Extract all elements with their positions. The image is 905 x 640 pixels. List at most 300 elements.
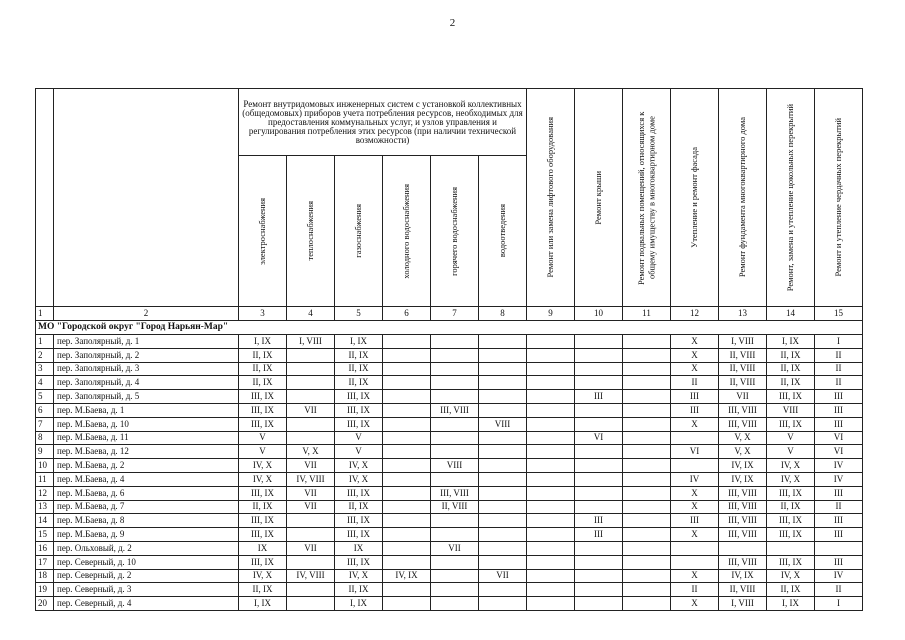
row-number: 14 [36, 514, 54, 528]
cell-col-9 [527, 555, 575, 569]
row-number: 20 [36, 597, 54, 611]
cell-col-13: III, VIII [719, 514, 767, 528]
header-hot-water: горячего водоснабжения [431, 156, 479, 307]
cell-col-13: III, VIII [719, 555, 767, 569]
row-address: пер. М.Баева, д. 9 [54, 528, 239, 542]
cell-col-6: IV, IX [383, 569, 431, 583]
cell-col-10 [575, 555, 623, 569]
cell-col-3: II, IX [239, 500, 287, 514]
cell-col-15: III [815, 417, 863, 431]
cell-col-12: X [671, 500, 719, 514]
cell-col-6 [383, 528, 431, 542]
column-number-2: 2 [54, 307, 239, 321]
cell-col-5: IV, X [335, 459, 383, 473]
table-row [36, 597, 863, 611]
cell-col-14: II, IX [767, 348, 815, 362]
row-address: пер. М.Баева, д. 8 [54, 514, 239, 528]
cell-col-6 [383, 486, 431, 500]
cell-col-12: X [671, 528, 719, 542]
row-address: пер. Северный, д. 3 [54, 583, 239, 597]
cell-col-4: V, X [287, 445, 335, 459]
row-number: 3 [36, 362, 54, 376]
cell-col-10 [575, 541, 623, 555]
table-row [36, 335, 863, 349]
cell-col-9 [527, 403, 575, 417]
cell-col-15: I [815, 335, 863, 349]
cell-col-11 [623, 514, 671, 528]
cell-col-11 [623, 583, 671, 597]
table-row [36, 500, 863, 514]
table-row [36, 486, 863, 500]
cell-col-5: III, IX [335, 403, 383, 417]
cell-col-14: I, IX [767, 335, 815, 349]
cell-col-7 [431, 514, 479, 528]
header-address-blank [54, 89, 239, 307]
cell-col-7 [431, 528, 479, 542]
column-number-6: 6 [383, 307, 431, 321]
cell-col-12 [671, 555, 719, 569]
cell-col-9 [527, 486, 575, 500]
column-number-3: 3 [239, 307, 287, 321]
cell-col-11 [623, 459, 671, 473]
cell-col-4: VII [287, 500, 335, 514]
cell-col-8 [479, 472, 527, 486]
header-facade: Утепление и ремонт фасада [671, 89, 719, 307]
page-number: 2 [449, 17, 456, 29]
cell-col-7 [431, 390, 479, 404]
cell-col-15: VI [815, 431, 863, 445]
header-attic-floors: Ремонт и утепление чердачных перекрытий [815, 89, 863, 307]
cell-col-14: III, IX [767, 486, 815, 500]
column-number-4: 4 [287, 307, 335, 321]
cell-col-12: II [671, 583, 719, 597]
cell-col-10 [575, 597, 623, 611]
table-row [36, 459, 863, 473]
cell-col-11 [623, 555, 671, 569]
column-number-8: 8 [479, 307, 527, 321]
cell-col-10 [575, 417, 623, 431]
cell-col-7 [431, 472, 479, 486]
row-number: 6 [36, 403, 54, 417]
cell-col-9 [527, 445, 575, 459]
cell-col-6 [383, 514, 431, 528]
cell-col-4: VII [287, 403, 335, 417]
cell-col-12: X [671, 486, 719, 500]
row-address: пер. Северный, д. 10 [54, 555, 239, 569]
section-row [36, 321, 863, 335]
row-number: 17 [36, 555, 54, 569]
cell-col-11 [623, 445, 671, 459]
column-number-row [36, 307, 863, 321]
cell-col-8 [479, 335, 527, 349]
cell-col-14: III, IX [767, 514, 815, 528]
row-number: 13 [36, 500, 54, 514]
cell-col-11 [623, 528, 671, 542]
cell-col-4 [287, 583, 335, 597]
cell-col-14: IV, X [767, 569, 815, 583]
row-address: пер. М.Баева, д. 2 [54, 459, 239, 473]
cell-col-4 [287, 555, 335, 569]
column-number-9: 9 [527, 307, 575, 321]
row-address: пер. Заполярный, д. 4 [54, 376, 239, 390]
column-number-12: 12 [671, 307, 719, 321]
cell-col-9 [527, 362, 575, 376]
cell-col-14: IV, X [767, 472, 815, 486]
cell-col-6 [383, 348, 431, 362]
row-number: 12 [36, 486, 54, 500]
table-row [36, 569, 863, 583]
row-address: пер. М.Баева, д. 7 [54, 500, 239, 514]
cell-col-12: X [671, 417, 719, 431]
cell-col-9 [527, 472, 575, 486]
cell-col-6 [383, 500, 431, 514]
cell-col-5: II, IX [335, 500, 383, 514]
row-address: пер. Заполярный, д. 5 [54, 390, 239, 404]
cell-col-3: III, IX [239, 486, 287, 500]
cell-col-3: I, IX [239, 335, 287, 349]
cell-col-3: III, IX [239, 555, 287, 569]
row-number: 11 [36, 472, 54, 486]
table-row [36, 431, 863, 445]
cell-col-8 [479, 541, 527, 555]
cell-col-4 [287, 362, 335, 376]
cell-col-12: IV [671, 472, 719, 486]
cell-col-13: V, X [719, 431, 767, 445]
cell-col-7 [431, 348, 479, 362]
row-address: пер. Заполярный, д. 1 [54, 335, 239, 349]
cell-col-10 [575, 348, 623, 362]
cell-col-6 [383, 376, 431, 390]
cell-col-5: III, IX [335, 528, 383, 542]
row-address: пер. М.Баева, д. 10 [54, 417, 239, 431]
header-drainage: водоотведения [479, 156, 527, 307]
cell-col-14 [767, 541, 815, 555]
header-roof: Ремонт крыши [575, 89, 623, 307]
cell-col-11 [623, 348, 671, 362]
cell-col-13: III, VIII [719, 500, 767, 514]
row-number: 8 [36, 431, 54, 445]
cell-col-7 [431, 417, 479, 431]
cell-col-12: X [671, 569, 719, 583]
cell-col-6 [383, 390, 431, 404]
row-address: пер. Ольховый, д. 2 [54, 541, 239, 555]
cell-col-4 [287, 417, 335, 431]
cell-col-3: II, IX [239, 583, 287, 597]
cell-col-7: VII [431, 541, 479, 555]
cell-col-14: V [767, 431, 815, 445]
cell-col-11 [623, 500, 671, 514]
cell-col-10 [575, 569, 623, 583]
cell-col-12: III [671, 390, 719, 404]
cell-col-9 [527, 376, 575, 390]
header-heating: теплоснабжения [287, 156, 335, 307]
cell-col-13: I, VIII [719, 597, 767, 611]
cell-col-6 [383, 417, 431, 431]
cell-col-8 [479, 431, 527, 445]
header-basement: Ремонт подвальных помещений, относящихся к общему имуществу в многоквартирном доме [623, 89, 671, 307]
row-number: 5 [36, 390, 54, 404]
cell-col-7 [431, 569, 479, 583]
cell-col-7 [431, 445, 479, 459]
table-row [36, 417, 863, 431]
column-number-15: 15 [815, 307, 863, 321]
cell-col-10: VI [575, 431, 623, 445]
cell-col-3: III, IX [239, 514, 287, 528]
row-number: 7 [36, 417, 54, 431]
row-address: пер. Заполярный, д. 3 [54, 362, 239, 376]
table-row [36, 348, 863, 362]
table-row [36, 390, 863, 404]
row-number: 1 [36, 335, 54, 349]
cell-col-5: III, IX [335, 486, 383, 500]
cell-col-15: III [815, 555, 863, 569]
cell-col-12: VI [671, 445, 719, 459]
row-number: 16 [36, 541, 54, 555]
cell-col-3: III, IX [239, 403, 287, 417]
cell-col-5: I, IX [335, 335, 383, 349]
cell-col-13: II, VIII [719, 348, 767, 362]
cell-col-8 [479, 528, 527, 542]
cell-col-11 [623, 390, 671, 404]
cell-col-3: III, IX [239, 417, 287, 431]
column-number-1: 1 [36, 307, 54, 321]
cell-col-7 [431, 555, 479, 569]
cell-col-8 [479, 514, 527, 528]
cell-col-6 [383, 472, 431, 486]
cell-col-12: X [671, 362, 719, 376]
cell-col-6 [383, 555, 431, 569]
cell-col-12 [671, 541, 719, 555]
cell-col-4 [287, 431, 335, 445]
cell-col-6 [383, 445, 431, 459]
cell-col-13: V, X [719, 445, 767, 459]
cell-col-5: II, IX [335, 583, 383, 597]
cell-col-9 [527, 541, 575, 555]
cell-col-4 [287, 348, 335, 362]
cell-col-13: I, VIII [719, 335, 767, 349]
cell-col-9 [527, 335, 575, 349]
repair-schedule-table [35, 88, 863, 611]
cell-col-13: III, VIII [719, 486, 767, 500]
cell-col-13: II, VIII [719, 362, 767, 376]
cell-col-6 [383, 597, 431, 611]
cell-col-7: III, VIII [431, 486, 479, 500]
cell-col-15: II [815, 583, 863, 597]
cell-col-4 [287, 528, 335, 542]
header-electricity: электроснабжения [239, 156, 287, 307]
cell-col-4: VII [287, 459, 335, 473]
header-index-blank [36, 89, 54, 307]
cell-col-12: X [671, 348, 719, 362]
table-row [36, 472, 863, 486]
row-address: пер. М.Баева, д. 12 [54, 445, 239, 459]
cell-col-5: IV, X [335, 472, 383, 486]
cell-col-13: III, VIII [719, 417, 767, 431]
row-address: пер. М.Баева, д. 6 [54, 486, 239, 500]
cell-col-3: II, IX [239, 362, 287, 376]
cell-col-7 [431, 335, 479, 349]
row-address: пер. М.Баева, д. 11 [54, 431, 239, 445]
cell-col-15: III [815, 390, 863, 404]
column-number-11: 11 [623, 307, 671, 321]
cell-col-5: V [335, 431, 383, 445]
cell-col-8 [479, 486, 527, 500]
cell-col-4: VII [287, 486, 335, 500]
table-row [36, 403, 863, 417]
cell-col-10 [575, 459, 623, 473]
cell-col-12: II [671, 376, 719, 390]
column-number-10: 10 [575, 307, 623, 321]
cell-col-10 [575, 335, 623, 349]
cell-col-6 [383, 403, 431, 417]
cell-col-4 [287, 376, 335, 390]
cell-col-11 [623, 569, 671, 583]
cell-col-10 [575, 472, 623, 486]
cell-col-14: III, IX [767, 390, 815, 404]
table-row [36, 514, 863, 528]
table-row [36, 362, 863, 376]
cell-col-15: IV [815, 459, 863, 473]
cell-col-9 [527, 528, 575, 542]
cell-col-5: II, IX [335, 362, 383, 376]
cell-col-8 [479, 376, 527, 390]
cell-col-12: X [671, 597, 719, 611]
cell-col-13: II, VIII [719, 376, 767, 390]
cell-col-15: IV [815, 569, 863, 583]
cell-col-14: I, IX [767, 597, 815, 611]
cell-col-10 [575, 362, 623, 376]
cell-col-3: III, IX [239, 528, 287, 542]
cell-col-10: III [575, 514, 623, 528]
cell-col-15 [815, 541, 863, 555]
column-number-13: 13 [719, 307, 767, 321]
cell-col-5: IV, X [335, 569, 383, 583]
row-number: 4 [36, 376, 54, 390]
cell-col-8 [479, 348, 527, 362]
cell-col-8 [479, 555, 527, 569]
cell-col-7 [431, 376, 479, 390]
cell-col-6 [383, 362, 431, 376]
column-number-14: 14 [767, 307, 815, 321]
row-number: 18 [36, 569, 54, 583]
cell-col-5: III, IX [335, 514, 383, 528]
row-number: 2 [36, 348, 54, 362]
row-number: 19 [36, 583, 54, 597]
cell-col-3: IV, X [239, 569, 287, 583]
header-basement-floors: Ремонт, замена и утепление цокольных перекрытий [767, 89, 815, 307]
cell-col-10 [575, 500, 623, 514]
cell-col-4 [287, 597, 335, 611]
cell-col-4: VII [287, 541, 335, 555]
cell-col-11 [623, 335, 671, 349]
cell-col-15: IV [815, 472, 863, 486]
cell-col-4 [287, 390, 335, 404]
cell-col-15: II [815, 376, 863, 390]
table-row [36, 528, 863, 542]
cell-col-8 [479, 500, 527, 514]
cell-col-3: IV, X [239, 472, 287, 486]
cell-col-7 [431, 431, 479, 445]
cell-col-14: III, IX [767, 528, 815, 542]
cell-col-3: V [239, 431, 287, 445]
cell-col-11 [623, 541, 671, 555]
cell-col-14: II, IX [767, 583, 815, 597]
cell-col-10 [575, 486, 623, 500]
cell-col-8: VII [479, 569, 527, 583]
row-number: 9 [36, 445, 54, 459]
cell-col-5: II, IX [335, 348, 383, 362]
row-address: пер. Северный, д. 4 [54, 597, 239, 611]
cell-col-14: II, IX [767, 376, 815, 390]
table-row [36, 555, 863, 569]
cell-col-8 [479, 459, 527, 473]
cell-col-3: IV, X [239, 459, 287, 473]
row-address: пер. Заполярный, д. 2 [54, 348, 239, 362]
cell-col-15: II [815, 348, 863, 362]
table-row [36, 445, 863, 459]
header-elevator: Ремонт или замена лифтового оборудования [527, 89, 575, 307]
cell-col-9 [527, 500, 575, 514]
cell-col-9 [527, 348, 575, 362]
cell-col-5: V [335, 445, 383, 459]
cell-col-7 [431, 583, 479, 597]
engineering-systems-group-header: Ремонт внутридомовых инженерных систем с установкой коллективных (общедомовых) приборов учета потребления ресурсов, необходимых для предоставления коммунальных услуг, и узлов управления и регулирования потребления этих ресурсов (при наличии технической возможности) [239, 89, 527, 156]
cell-col-9 [527, 390, 575, 404]
cell-col-8 [479, 445, 527, 459]
cell-col-9 [527, 431, 575, 445]
cell-col-15: III [815, 486, 863, 500]
cell-col-13: VII [719, 390, 767, 404]
cell-col-10 [575, 445, 623, 459]
cell-col-4: IV, VIII [287, 569, 335, 583]
cell-col-7 [431, 597, 479, 611]
cell-col-8 [479, 583, 527, 597]
cell-col-9 [527, 583, 575, 597]
column-number-7: 7 [431, 307, 479, 321]
cell-col-10: III [575, 390, 623, 404]
cell-col-11 [623, 431, 671, 445]
column-number-5: 5 [335, 307, 383, 321]
cell-col-13: IV, IX [719, 569, 767, 583]
table-body [36, 307, 863, 611]
cell-col-13 [719, 541, 767, 555]
cell-col-7: VIII [431, 459, 479, 473]
cell-col-12 [671, 431, 719, 445]
cell-col-3: V [239, 445, 287, 459]
cell-col-10 [575, 376, 623, 390]
cell-col-7 [431, 362, 479, 376]
cell-col-15: I [815, 597, 863, 611]
cell-col-11 [623, 486, 671, 500]
cell-col-15: III [815, 528, 863, 542]
table-row [36, 376, 863, 390]
cell-col-15: III [815, 403, 863, 417]
cell-col-10: III [575, 528, 623, 542]
cell-col-9 [527, 569, 575, 583]
cell-col-12: III [671, 514, 719, 528]
cell-col-6 [383, 541, 431, 555]
cell-col-5: I, IX [335, 597, 383, 611]
cell-col-3: I, IX [239, 597, 287, 611]
cell-col-14: VIII [767, 403, 815, 417]
cell-col-5: III, IX [335, 417, 383, 431]
cell-col-9 [527, 514, 575, 528]
cell-col-3: II, IX [239, 376, 287, 390]
cell-col-11 [623, 472, 671, 486]
cell-col-3: III, IX [239, 390, 287, 404]
cell-col-9 [527, 417, 575, 431]
cell-col-13: II, VIII [719, 583, 767, 597]
